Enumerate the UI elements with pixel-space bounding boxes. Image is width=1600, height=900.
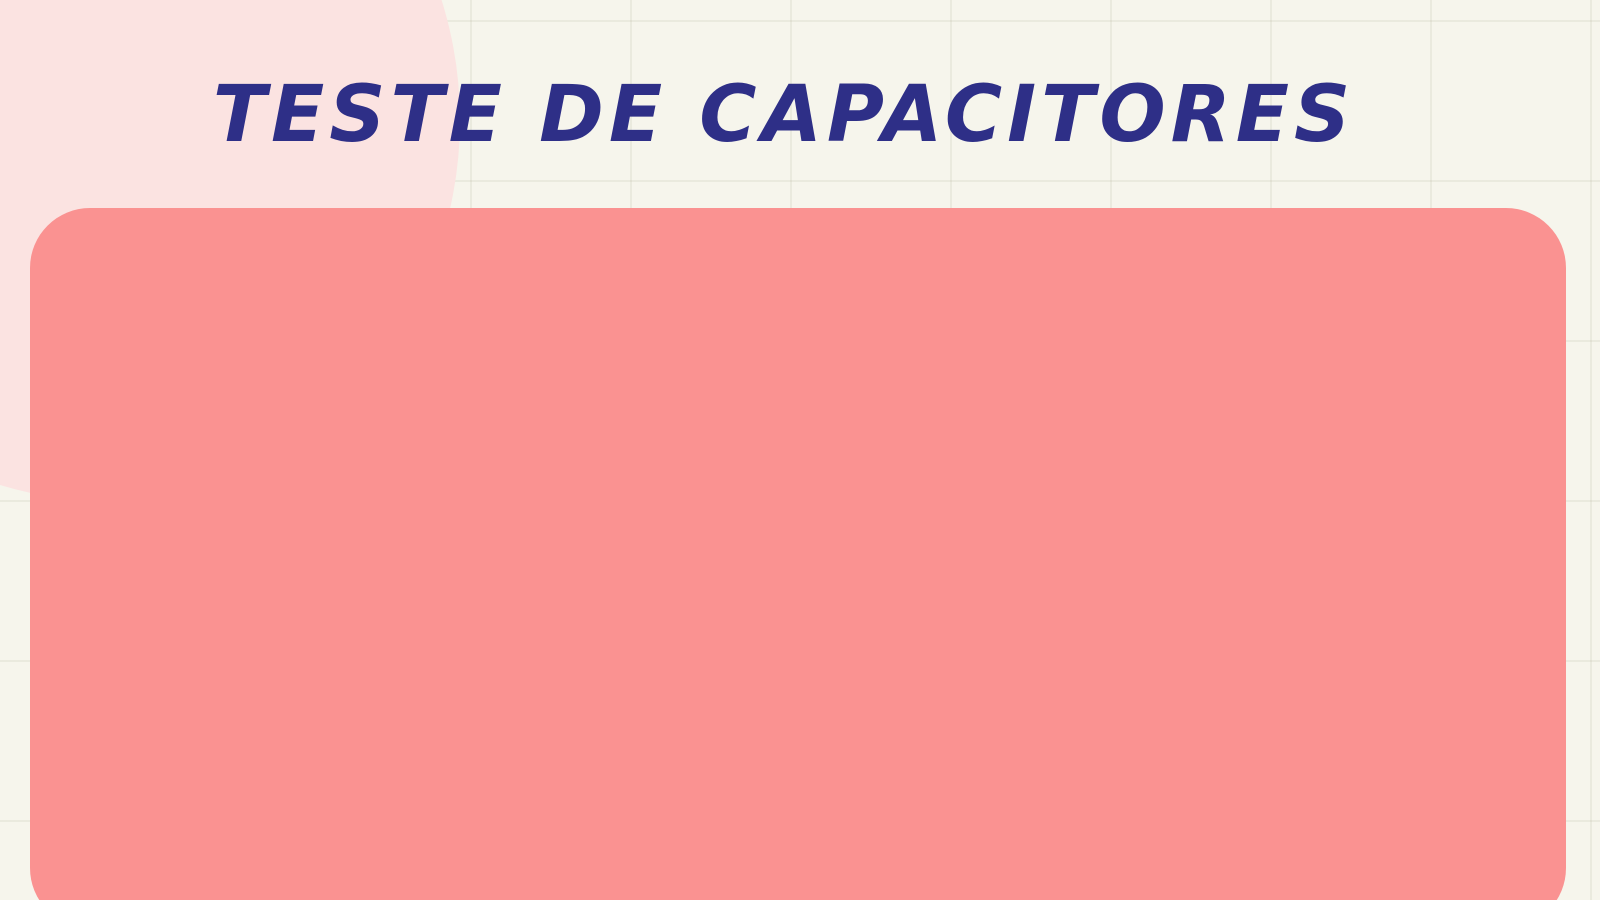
page-title: TESTE DE CAPACITORES [212,70,1356,160]
content-card [30,208,1566,900]
